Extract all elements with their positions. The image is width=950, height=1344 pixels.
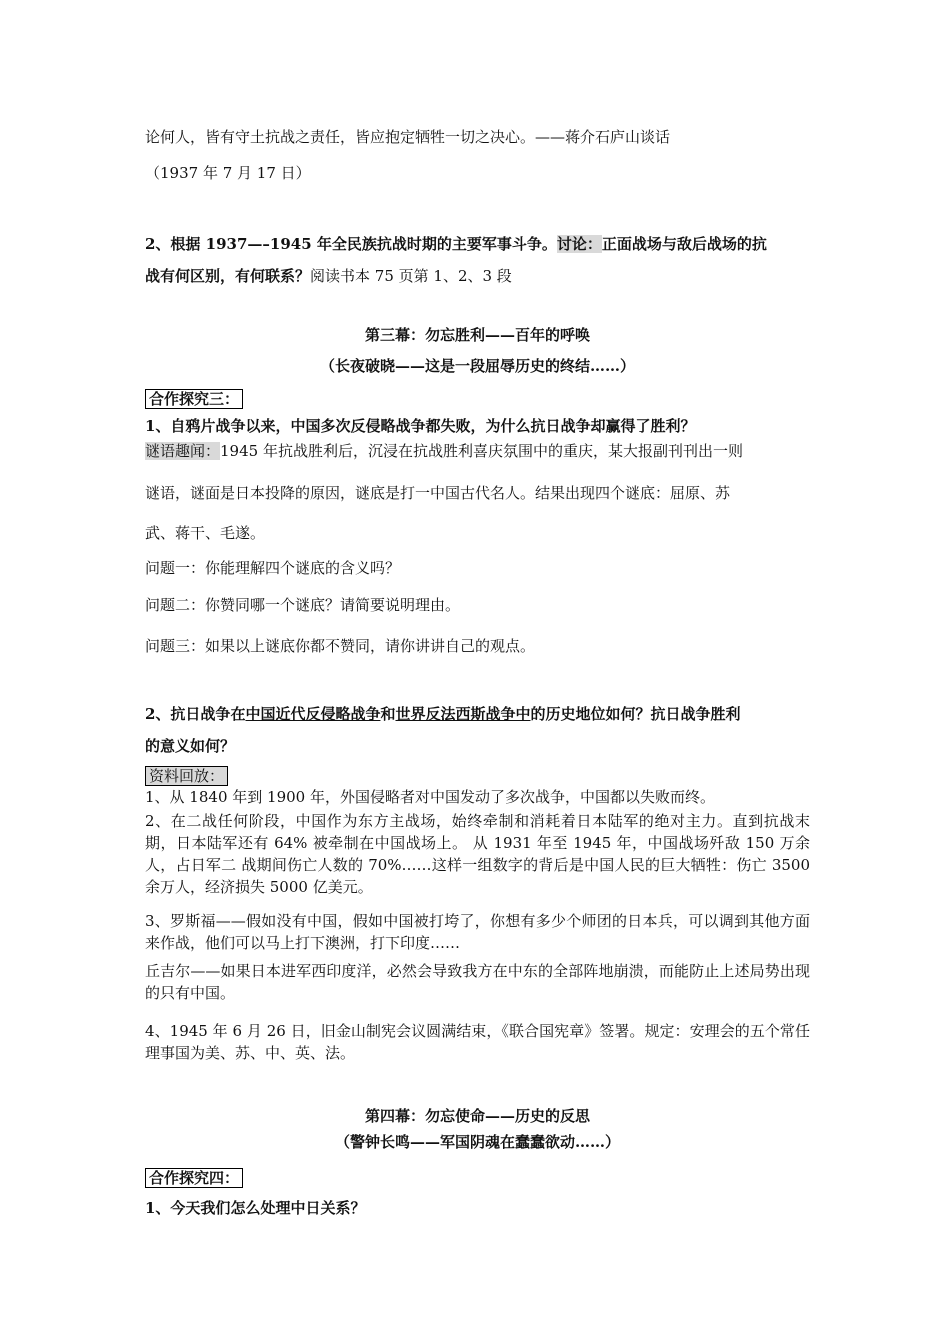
- act-4-box-row: [145, 1167, 810, 1189]
- cooperative-inquiry-4-box: 合作探究四：: [145, 1168, 243, 1188]
- riddle-line-1: [145, 440, 810, 462]
- material-2: 2、在二战任何阶段，中国作为东方主战场，始终牵制和消耗着日本陆军的绝对主力。直到抗战末期，日本陆军还有 64% 被牵制在中国战场上。 从 1931 年至 1945 年，中国战场歼敌 150 万余人，占日军二 战期间伤亡人数的 70%……这样一组数字的背后是中国人民的巨大牺牲：伤亡 3500 余万人，经济损失 5000 亿美元。: [145, 812, 810, 896]
- question-2-part-2: 正面战场与敌后战场的抗: [601, 235, 767, 253]
- act-3-q2-a: 2、抗日战争在: [145, 705, 246, 723]
- material-3: 3、罗斯福——假如没有中国，假如中国被打垮了，你想有多少个师团的日本兵，可以调到其他方面来作战，他们可以马上打下澳洲，打下印度……: [145, 912, 810, 952]
- act-3-q2-underline-1: 中国近代反侵略战争: [245, 705, 381, 723]
- question-2-part-1: 2、根据 1937—–1945 年全民族抗战时期的主要军事斗争。: [145, 235, 557, 253]
- act-3-subtitle: （长夜破晓——这是一段屈辱历史的终结……）: [319, 357, 635, 375]
- riddle-text-1: 1945 年抗战胜利后，沉浸在抗战胜利喜庆氛围中的重庆，某大报副刊刊出一则: [220, 442, 743, 460]
- riddle-question-1: 问题一：你能理解四个谜底的含义吗？: [145, 559, 401, 577]
- question-2-line-2: [145, 265, 810, 287]
- material-1: 1、从 1840 年到 1900 年，外国侵略者对中国发动了多次战争，中国都以失败而终。: [145, 788, 715, 806]
- quote-line-2: （1937 年 7 月 17 日）: [145, 164, 311, 182]
- act-3-question-2-line-1: [145, 703, 810, 725]
- act-4-question-1: 1、今天我们怎么处理中日关系？: [145, 1199, 366, 1217]
- act-3-q2-underline-2: 世界反法西斯战争中: [395, 705, 531, 723]
- quote-line-1: 论何人，皆有守土抗战之责任，皆应抱定牺牲一切之决心。——蒋介石庐山谈话: [145, 128, 671, 146]
- act-4-title: 第四幕：勿忘使命——历史的反思: [364, 1107, 590, 1125]
- act-3-q2-b: 和: [380, 705, 396, 723]
- riddle-question-3: 问题三：如果以上谜底你都不赞同，请你讲讲自己的观点。: [145, 637, 536, 655]
- riddle-line-2: 谜语，谜面是日本投降的原因，谜底是打一中国古代名人。结果出现四个谜底：屈原、苏: [145, 484, 731, 502]
- material-4: 4、1945 年 6 月 26 日，旧金山制宪会议圆满结束，《联合国宪章》签署。规定：安理会的五个常任理事国为美、苏、中、英、法。: [145, 1022, 810, 1062]
- riddle-label: 谜语趣闻：: [145, 442, 221, 460]
- act-4-subtitle: （警钟长鸣——军国阴魂在蠢蠢欲动……）: [334, 1133, 620, 1151]
- question-2-reading: 阅读书本 75 页第 1、2、3 段: [310, 267, 512, 285]
- riddle-question-2: 问题二：你赞同哪一个谜底？请简要说明理由。: [145, 596, 461, 614]
- material-box-row: [145, 765, 810, 787]
- question-2-line-1: [145, 233, 810, 255]
- riddle-line-3: 武、蒋干、毛遂。: [145, 524, 266, 542]
- cooperative-inquiry-3-box: 合作探究三：: [145, 389, 243, 409]
- act-3-question-2-line-2: 的意义如何？: [145, 737, 236, 755]
- material-3-churchill: 丘吉尔——如果日本进军西印度洋，必然会导致我方在中东的全部阵地崩溃，而能防止上述局势出现的只有中国。: [145, 962, 810, 1002]
- act-3-q2-c: 的历史地位如何？抗日战争胜利: [530, 705, 741, 723]
- question-2-line-2-bold: 战有何区别，有何联系？: [145, 267, 311, 285]
- discuss-label: 讨论：: [556, 235, 602, 253]
- act-3-title: 第三幕：勿忘胜利——百年的呼唤: [364, 326, 590, 344]
- act-3-question-1: 1、自鸦片战争以来，中国多次反侵略战争都失败，为什么抗日战争却赢得了胜利？: [145, 417, 696, 435]
- act-3-box-row: [145, 388, 810, 410]
- material-review-box: 资料回放：: [145, 766, 228, 786]
